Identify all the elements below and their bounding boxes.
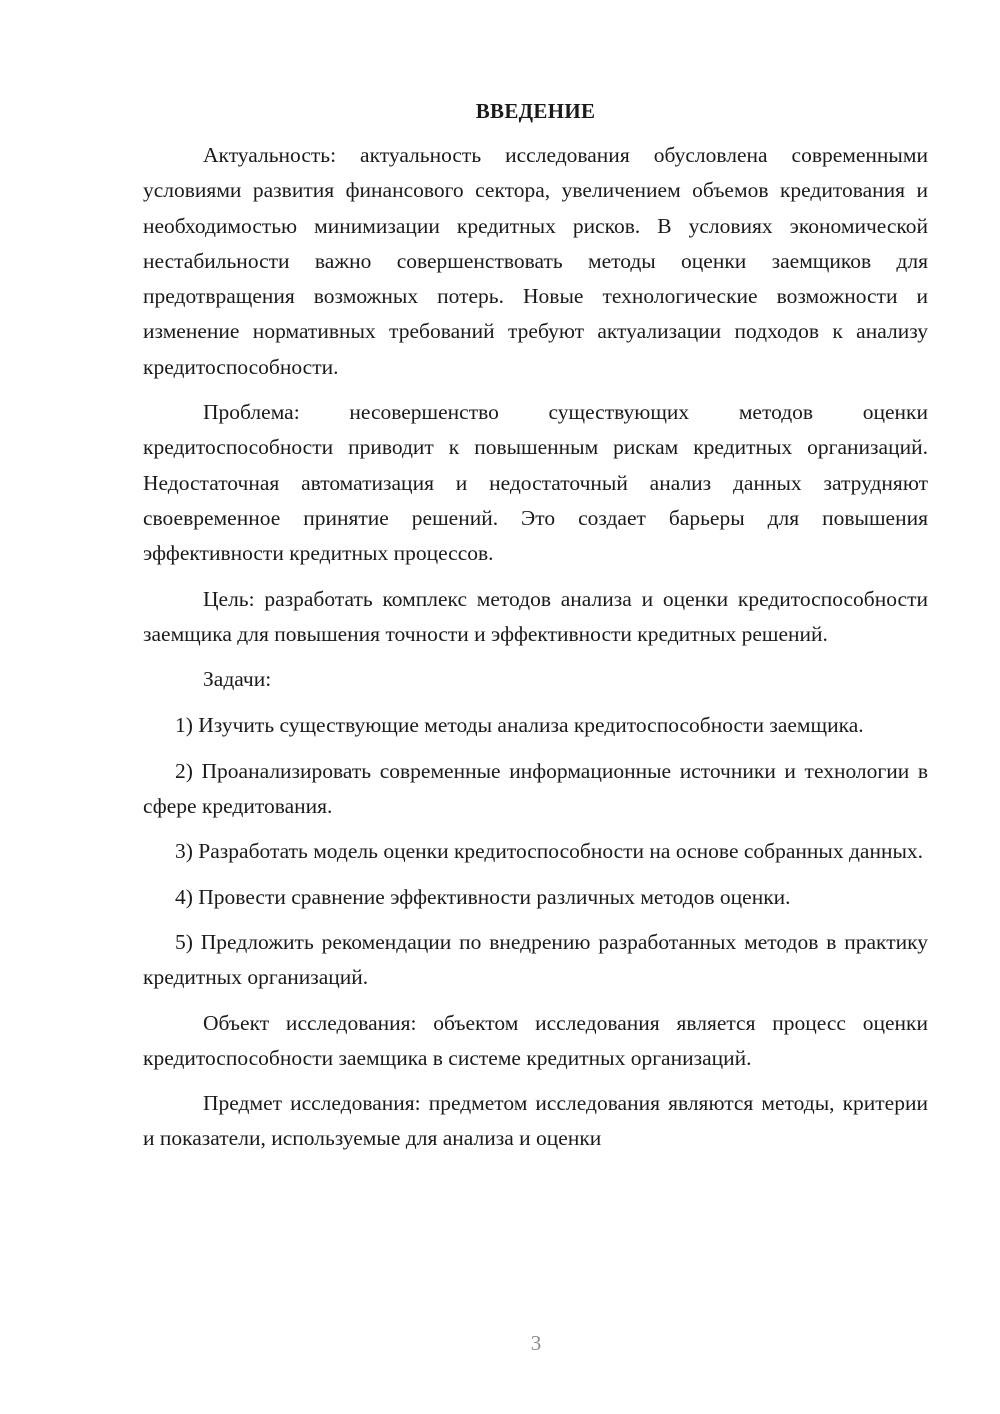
task-item: 4) Провести сравнение эффективности различных методов оценки. [175,884,791,909]
object-paragraph: Объект исследования: объектом исследования является процесс оценки кредитоспособности заемщика в системе кредитных организаций. [143,1010,928,1070]
document-page [143,95,928,1167]
relevance-paragraph: Актуальность: актуальность исследования обусловлена современными условиями развития финансового сектора, увеличением объемов кредитования и необходимостью минимизации кредитных рисков. В условиях экономической нестабильности важно совершенствовать методы оценки заемщиков для предотвращения возможных потерь. Новые технологические возможности и изменение нормативных требований требуют актуализации подходов к анализу кредитоспособности. [143,143,928,379]
task-item: 3) Разработать модель оценки кредитоспособности на основе собранных данных. [175,839,924,864]
page-number: 3 [530,1331,542,1355]
subject-paragraph: Предмет исследования: предметом исследования являются методы, критерии и показатели, используемые для анализа и оценки [143,1091,928,1151]
tasks-heading: Задачи: [203,667,272,692]
task-item: 2) Проанализировать современные информационные источники и технологии в сфере кредитования. [143,758,928,819]
task-item: 5) Предложить рекомендации по внедрению разработанных методов в практику кредитных организаций. [143,929,928,990]
goal-paragraph: Цель: разработать комплекс методов анализа и оценки кредитоспособности заемщика для повышения точности и эффективности кредитных решений. [143,586,928,646]
page-title: ВВЕДЕНИЕ [475,99,596,123]
task-item: 1) Изучить существующие методы анализа кредитоспособности заемщика. [175,713,864,738]
problem-paragraph: Проблема: несовершенство существующих методов оценки кредитоспособности приводит к повышенным рискам кредитных организаций. Недостаточная автоматизация и недостаточный анализ данных затрудняют своевременное принятие решений. Это создает барьеры для повышения эффективности кредитных процессов. [143,400,928,566]
